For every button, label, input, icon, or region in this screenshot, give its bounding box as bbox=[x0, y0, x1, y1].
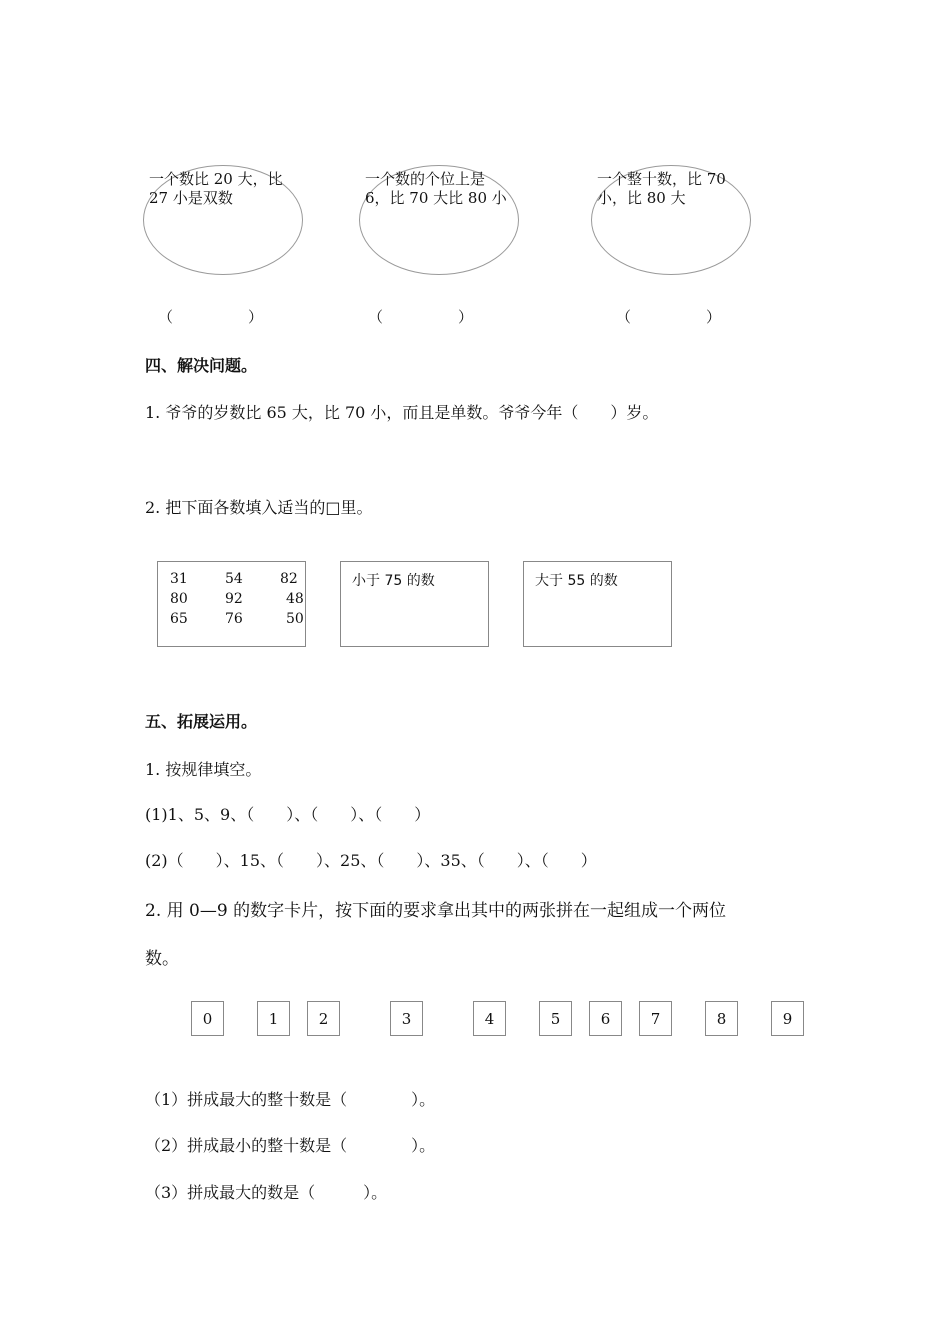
section-4-title: 四、解决问题。 bbox=[145, 356, 258, 375]
section-4-question-2: 2. 把下面各数填入适当的□里。 bbox=[145, 498, 373, 517]
greater-than-55-label: 大于 55 的数 bbox=[535, 573, 618, 589]
digit-card[interactable]: 5 bbox=[539, 1001, 572, 1036]
numbers-row bbox=[170, 609, 316, 629]
greater-than-55-box[interactable] bbox=[523, 561, 672, 647]
digit-card[interactable]: 0 bbox=[191, 1001, 224, 1036]
digit-card[interactable]: 4 bbox=[473, 1001, 506, 1036]
digit-card[interactable]: 6 bbox=[589, 1001, 622, 1036]
digit-card[interactable]: 8 bbox=[705, 1001, 738, 1036]
sub-question-3: （3）拼成最大的数是（ ）。 bbox=[145, 1183, 388, 1202]
section-5-title: 五、拓展运用。 bbox=[145, 712, 258, 731]
number-cell: 54 bbox=[225, 571, 243, 587]
numbers-row bbox=[170, 589, 316, 609]
ellipse-1-text: 一个数比 20 大，比 27 小是双数 bbox=[149, 170, 283, 207]
numbers-box bbox=[157, 561, 306, 647]
section-4-question-1: 1. 爷爷的岁数比 65 大，比 70 小，而且是单数。爷爷今年（ ）岁。 bbox=[145, 403, 659, 422]
numbers-grid bbox=[170, 569, 316, 629]
section-5-question-2-line-2: 数。 bbox=[145, 949, 179, 969]
number-cell: 82 bbox=[280, 571, 298, 587]
ellipse-2-text: 一个数的个位上是 6，比 70 大比 80 小 bbox=[365, 170, 507, 207]
digit-card[interactable]: 2 bbox=[307, 1001, 340, 1036]
answer-blank-3[interactable]: （ ） bbox=[616, 308, 722, 326]
sub-question-1: （1）拼成最大的整十数是（ ）。 bbox=[145, 1090, 436, 1109]
sequence-2: (2)（ ）、15、（ ）、25、（ ）、35、（ ）、（ ） bbox=[145, 851, 597, 870]
number-cell: 80 bbox=[170, 591, 188, 607]
digit-card[interactable]: 9 bbox=[771, 1001, 804, 1036]
section-5-question-1: 1. 按规律填空。 bbox=[145, 760, 262, 779]
digit-card[interactable]: 3 bbox=[390, 1001, 423, 1036]
digit-card[interactable]: 7 bbox=[639, 1001, 672, 1036]
number-cell: 65 bbox=[170, 611, 188, 627]
less-than-75-label: 小于 75 的数 bbox=[352, 573, 435, 589]
answer-blank-2[interactable]: （ ） bbox=[368, 308, 474, 326]
sequence-1: (1)1、5、9、（ ）、（ ）、（ ） bbox=[145, 805, 431, 824]
less-than-75-box[interactable] bbox=[340, 561, 489, 647]
number-cell: 31 bbox=[170, 571, 188, 587]
section-5-question-2-line-1: 2. 用 0—9 的数字卡片，按下面的要求拿出其中的两张拼在一起组成一个两位 bbox=[145, 901, 727, 921]
number-cell: 92 bbox=[225, 591, 243, 607]
digit-card[interactable]: 1 bbox=[257, 1001, 290, 1036]
sub-question-2: （2）拼成最小的整十数是（ ）。 bbox=[145, 1136, 436, 1155]
number-cell: 50 bbox=[286, 611, 304, 627]
numbers-row bbox=[170, 569, 316, 589]
answer-blank-1[interactable]: （ ） bbox=[158, 308, 264, 326]
number-cell: 48 bbox=[286, 591, 304, 607]
ellipse-3-text: 一个整十数，比 70 小，比 80 大 bbox=[597, 170, 726, 207]
number-cell: 76 bbox=[225, 611, 243, 627]
